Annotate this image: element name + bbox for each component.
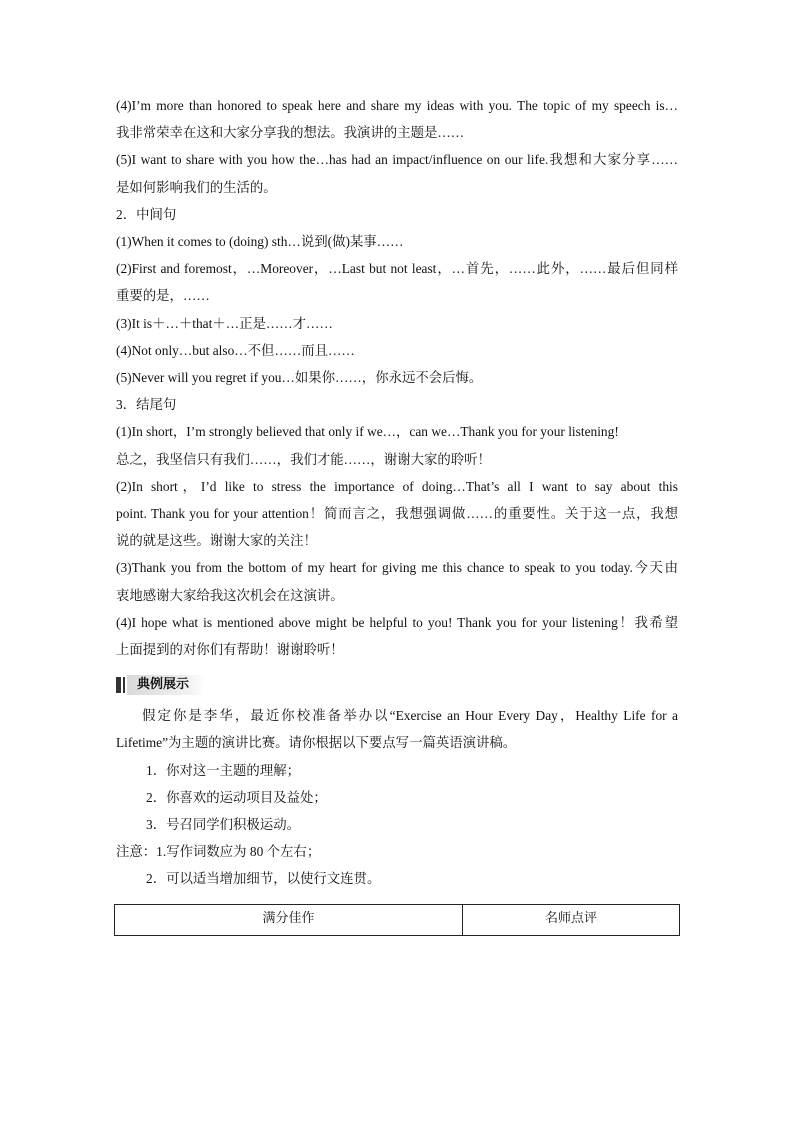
middle-line-2b: 重要的是，…… [116, 288, 210, 304]
ending-line-2c: 说的就是这些。谢谢大家的关注！ [116, 533, 317, 549]
ending-line-1-en: (1)In short，I’m strongly believed that only if we…，can we…Thank you for your listening! [116, 424, 619, 440]
middle-line-4: (4)Not only…but also…不但……而且…… [116, 342, 355, 358]
table-header-teacher-comment: 名师点评 [463, 905, 680, 936]
section-marker-thin-bar [123, 677, 125, 693]
opening-line-4-zh: 我非常荣幸在这和大家分享我的想法。我演讲的主题是…… [116, 125, 465, 141]
opening-line-5b: 是如何影响我们的生活的。 [116, 179, 277, 195]
middle-line-1: (1)When it comes to (doing) sth…说到(做)某事…… [116, 234, 404, 250]
middle-line-5: (5)Never will you regret if you…如果你……，你永远不会后悔。 [116, 370, 483, 386]
section-marker-bar [116, 677, 121, 693]
example-point-2: 2．你喜欢的运动项目及益处； [146, 789, 327, 805]
example-note-1: 注意：1.写作词数应为 80 个左右； [116, 844, 321, 860]
ending-line-4a: (4)I hope what is mentioned above might be helpful to you! Thank you for your listening！我希望 [116, 614, 678, 630]
example-note-2: 2．可以适当增加细节，以使行文连贯。 [146, 871, 381, 887]
table-header-model-essay: 满分佳作 [115, 905, 463, 936]
table-header-row [115, 905, 680, 936]
opening-line-4-en: (4)I’m more than honored to speak here and share my ideas with you. The topic of my speech is… [116, 98, 678, 113]
example-prompt-b: Lifetime”为主题的演讲比赛。请你根据以下要点写一篇英语演讲稿。 [116, 735, 517, 751]
ending-line-1-zh: 总之，我坚信只有我们……，我们才能……，谢谢大家的聆听！ [116, 451, 491, 467]
ending-line-2a: (2)In short，I’d like to stress the importance of doing…That’s all I want to say about this [116, 478, 678, 494]
ending-heading: 3．结尾句 [116, 397, 177, 413]
evaluation-table [114, 904, 680, 936]
example-prompt-a: 假定你是李华，最近你校准备举办以“Exercise an Hour Every Day，Healthy Life for a [142, 708, 678, 724]
ending-line-2b: point. Thank you for your attention！简而言之，我想强调做……的重要性。关于这一点，我想 [116, 506, 678, 522]
middle-heading: 2．中间句 [116, 206, 177, 222]
middle-line-3: (3)It is＋…＋that＋…正是……才…… [116, 315, 333, 331]
section-label: 典例展示 [127, 675, 205, 695]
document-body [116, 92, 678, 893]
example-point-1: 1．你对这一主题的理解； [146, 762, 300, 778]
opening-line-5a: (5)I want to share with you how the…has had an impact/influence on our life.我想和大家分享…… [116, 152, 678, 168]
example-point-3: 3．号召同学们积极运动。 [146, 817, 300, 833]
ending-line-4b: 上面提到的对你们有帮助！谢谢聆听！ [116, 642, 344, 658]
middle-line-2a: (2)First and foremost，…Moreover，…Last but not least，…首先，……此外，……最后但同样 [116, 261, 678, 277]
section-header-example [116, 674, 678, 696]
ending-line-3b: 衷地感谢大家给我这次机会在这演讲。 [116, 587, 344, 603]
ending-line-3a: (3)Thank you from the bottom of my heart for giving me this chance to speak to you today.今天由 [116, 560, 678, 576]
